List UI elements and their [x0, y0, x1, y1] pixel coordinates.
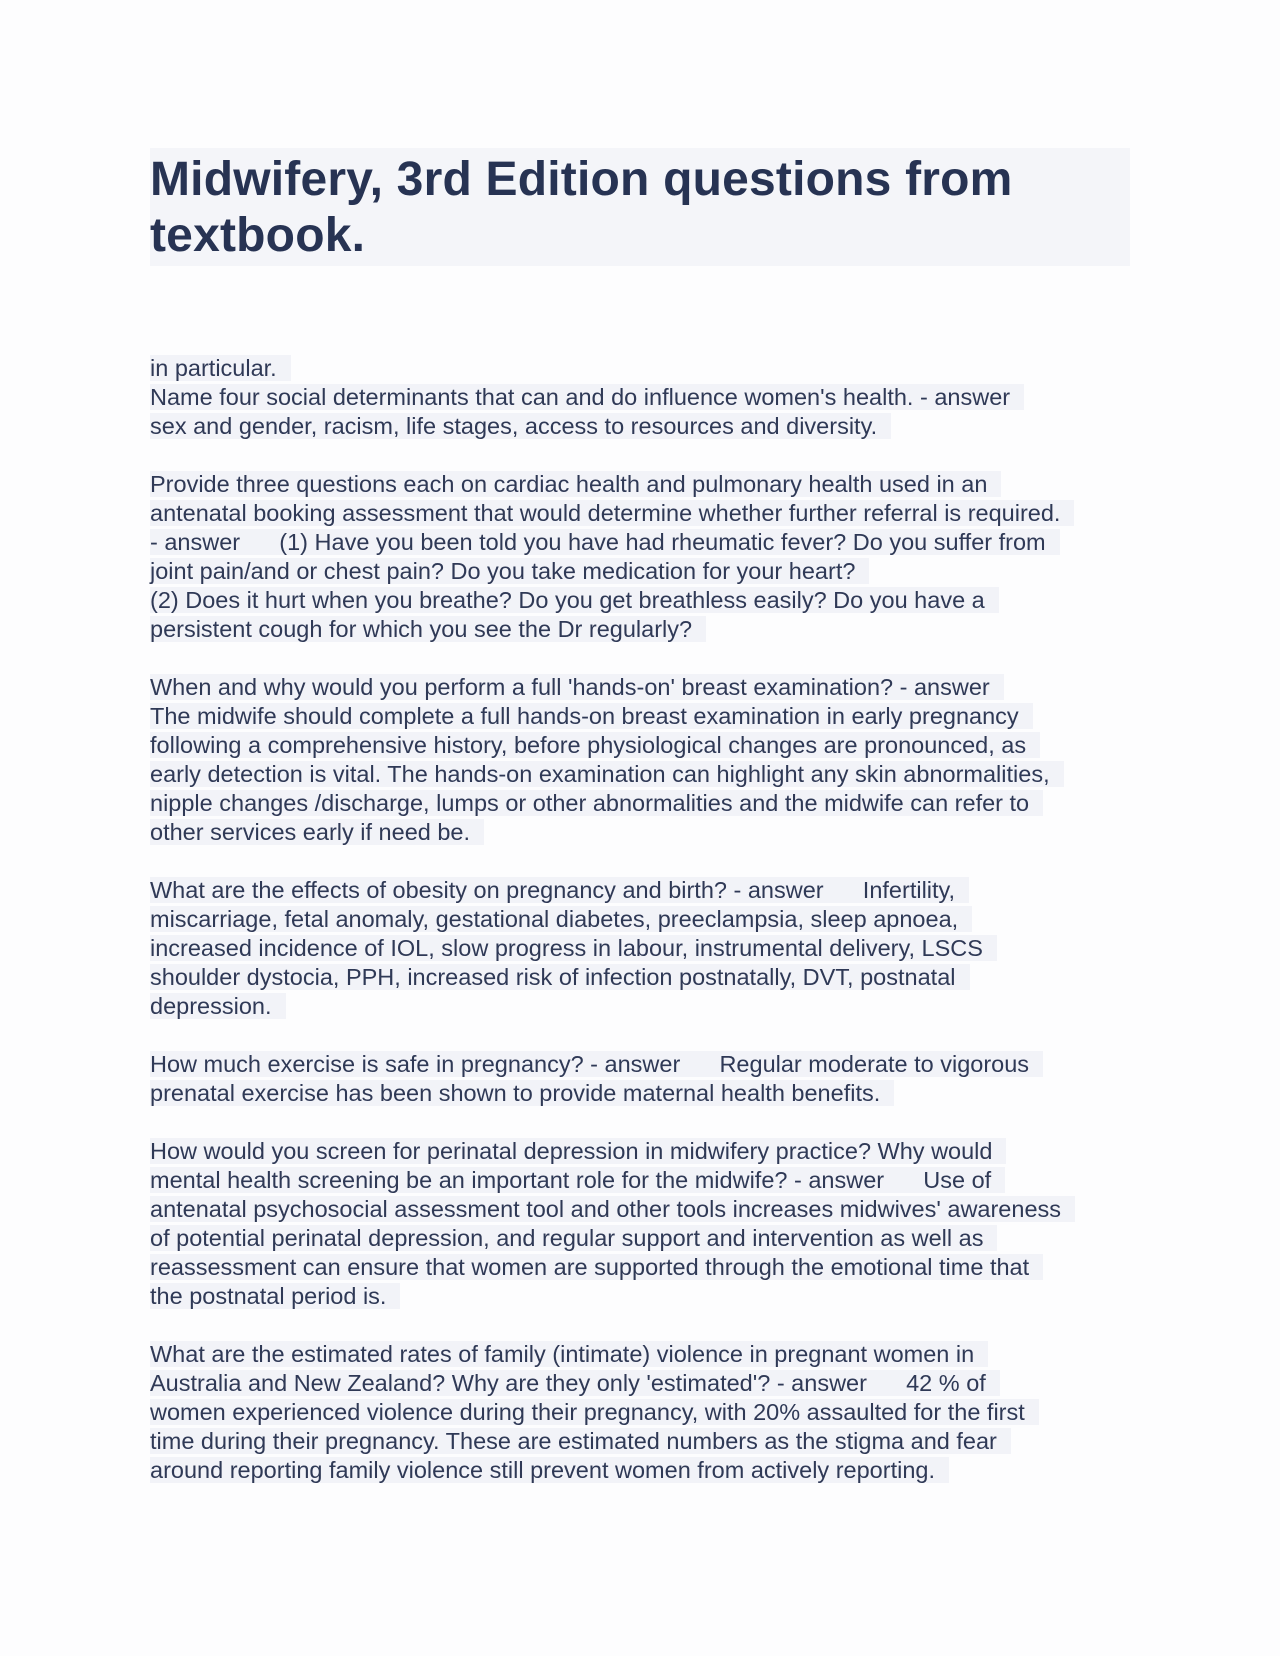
text-line: around reporting family violence still prevent women from actively reporting.: [150, 1456, 1150, 1485]
document-title: [150, 152, 1130, 264]
title-block: [150, 148, 1130, 266]
qa-block: [150, 1340, 1150, 1485]
text-line: increased incidence of IOL, slow progress in labour, instrumental delivery, LSCS: [150, 934, 1150, 963]
text-line: - answer (1) Have you been told you have had rheumatic fever? Do you suffer from: [150, 528, 1150, 557]
text-line: What are the estimated rates of family (intimate) violence in pregnant women in: [150, 1340, 1150, 1369]
text-line: prenatal exercise has been shown to provide maternal health benefits.: [150, 1079, 1150, 1108]
document-page: [150, 148, 1150, 1485]
text-line: sex and gender, racism, life stages, access to resources and diversity.: [150, 412, 1150, 441]
text-line: in particular.: [150, 354, 1150, 383]
text-line: Provide three questions each on cardiac health and pulmonary health used in an: [150, 470, 1150, 499]
title-line: Midwifery, 3rd Edition questions from: [150, 153, 1013, 206]
text-line: (2) Does it hurt when you breathe? Do you get breathless easily? Do you have a: [150, 586, 1150, 615]
text-line: Name four social determinants that can and do influence women's health. - answer: [150, 383, 1150, 412]
text-line: time during their pregnancy. These are estimated numbers as the stigma and fear: [150, 1427, 1150, 1456]
qa-block: [150, 1050, 1150, 1108]
text-line: nipple changes /discharge, lumps or other abnormalities and the midwife can refer to: [150, 789, 1150, 818]
text-line: early detection is vital. The hands-on examination can highlight any skin abnormalities,: [150, 760, 1150, 789]
text-line: shoulder dystocia, PPH, increased risk of infection postnatally, DVT, postnatal: [150, 963, 1150, 992]
qa-block: [150, 876, 1150, 1021]
title-line: textbook.: [150, 209, 366, 262]
text-line: women experienced violence during their pregnancy, with 20% assaulted for the first: [150, 1398, 1150, 1427]
text-line: following a comprehensive history, before physiological changes are pronounced, as: [150, 731, 1150, 760]
text-line: When and why would you perform a full 'hands-on' breast examination? - answer: [150, 673, 1150, 702]
text-line: joint pain/and or chest pain? Do you take medication for your heart?: [150, 557, 1150, 586]
qa-block: [150, 470, 1150, 644]
text-line: reassessment can ensure that women are supported through the emotional time that: [150, 1253, 1150, 1282]
text-line: other services early if need be.: [150, 818, 1150, 847]
text-line: How would you screen for perinatal depression in midwifery practice? Why would: [150, 1137, 1150, 1166]
text-line: persistent cough for which you see the Dr regularly?: [150, 615, 1150, 644]
text-line: mental health screening be an important role for the midwife? - answer Use of: [150, 1166, 1150, 1195]
text-line: the postnatal period is.: [150, 1282, 1150, 1311]
text-line: The midwife should complete a full hands-on breast examination in early pregnancy: [150, 702, 1150, 731]
qa-block: [150, 354, 1150, 441]
text-line: How much exercise is safe in pregnancy? - answer Regular moderate to vigorous: [150, 1050, 1150, 1079]
document-body: [150, 354, 1150, 1485]
text-line: antenatal psychosocial assessment tool and other tools increases midwives' awareness: [150, 1195, 1150, 1224]
text-line: antenatal booking assessment that would determine whether further referral is required.: [150, 499, 1150, 528]
qa-block: [150, 1137, 1150, 1311]
text-line: depression.: [150, 992, 1150, 1021]
qa-block: [150, 673, 1150, 847]
text-line: What are the effects of obesity on pregnancy and birth? - answer Infertility,: [150, 876, 1150, 905]
text-line: miscarriage, fetal anomaly, gestational diabetes, preeclampsia, sleep apnoea,: [150, 905, 1150, 934]
text-line: of potential perinatal depression, and regular support and intervention as well as: [150, 1224, 1150, 1253]
text-line: Australia and New Zealand? Why are they only 'estimated'? - answer 42 % of: [150, 1369, 1150, 1398]
